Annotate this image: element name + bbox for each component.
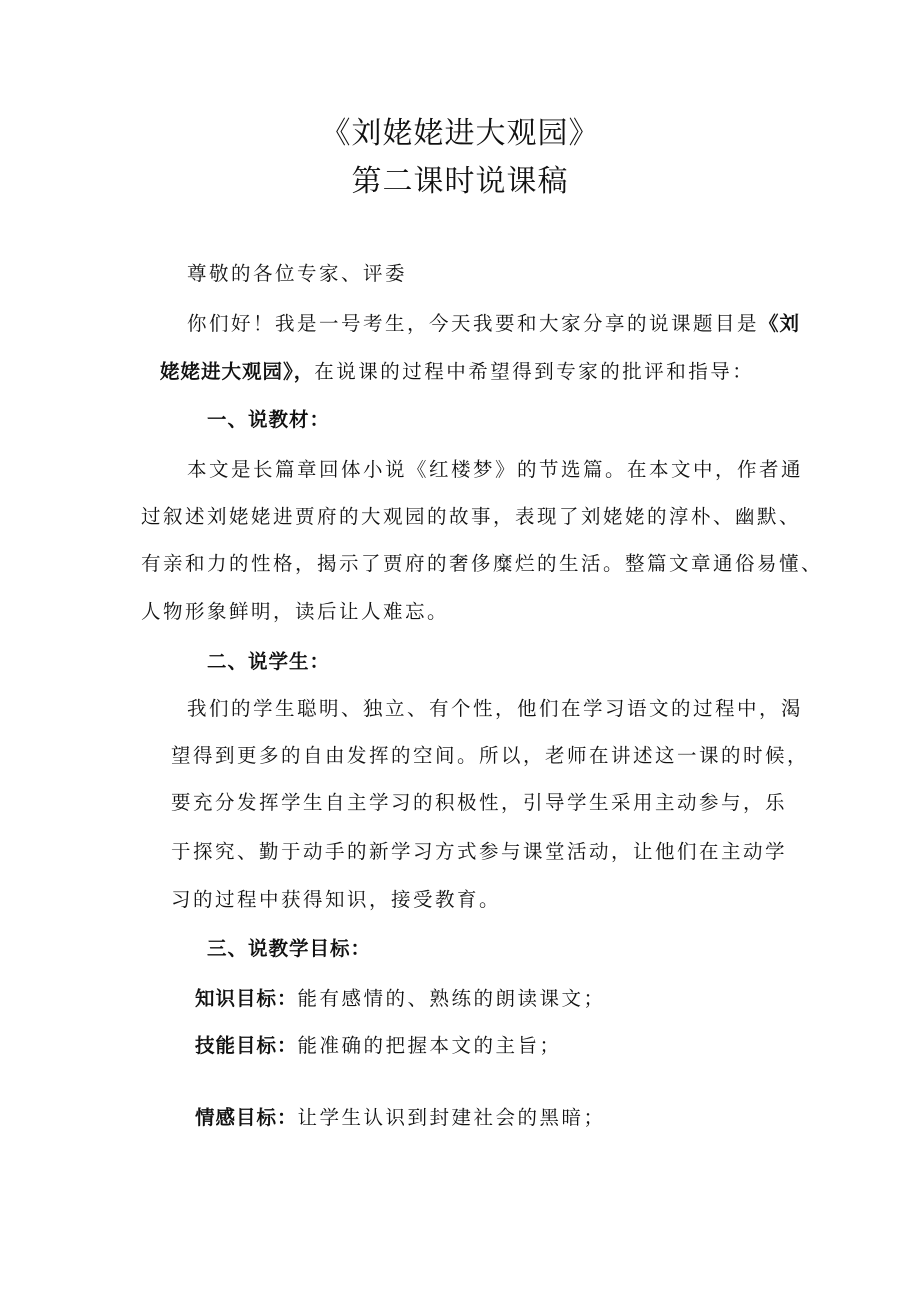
title-line-1: 《刘姥姥进大观园》 [320,116,600,151]
goal-knowledge-label: 知识目标： [195,987,298,1010]
goal-skill-text: 能准确的把握本文的主旨； [297,1034,562,1057]
section3-heading: 三、说教学目标： [207,937,372,960]
goal-skill-label: 技能目标： [195,1034,298,1057]
intro-suffix: 在说课的过程中希望得到专家的批评和指导： [314,360,755,383]
goal-emotion [195,1102,606,1130]
intro-bold-start: 《刘 [759,312,801,335]
section1-line-1: 本文是长篇章回体小说《红楼梦》的节选篇。在本文中，作者通 [187,458,804,481]
intro-line-1 [187,308,800,336]
intro-bold-end: 姥姥进大观园》， [160,360,315,383]
goal-skill [195,1030,562,1058]
goal-knowledge-text: 能有感情的、熟练的朗读课文； [297,987,606,1010]
goal-emotion-label: 情感目标： [195,1106,298,1129]
section1-heading: 一、说教材： [207,408,331,431]
section2-heading: 二、说学生： [207,650,331,673]
section1-line-2: 过叙述刘姥姥进贾府的大观园的故事，表现了刘姥姥的淳朴、幽默、 [141,505,802,528]
section1-line-4: 人物形象鲜明，读后让人难忘。 [141,600,450,623]
section2-line-3: 要充分发挥学生自主学习的积极性，引导学生采用主动参与，乐 [171,791,788,814]
section1-line-3: 有亲和力的性格，揭示了贾府的奢侈糜烂的生活。整篇文章通俗易懂、 [141,552,824,575]
intro-prefix: 你们好！我是一号考生，今天我要和大家分享的说课题目是 [187,312,760,335]
section2-line-2: 望得到更多的自由发挥的空间。所以，老师在讲述这一课的时候， [171,744,810,767]
title-line-2: 第二课时说课稿 [351,164,569,199]
section2-line-5: 习的过程中获得知识，接受教育。 [171,888,502,911]
section2-line-4: 于探究、勤于动手的新学习方式参与课堂活动，让他们在主动学 [171,840,788,863]
goal-knowledge [195,983,606,1011]
intro-line-2 [160,356,754,384]
greeting: 尊敬的各位专家、评委 [187,262,408,285]
goal-emotion-text: 让学生认识到封建社会的黑暗； [297,1106,606,1129]
section2-line-1: 我们的学生聪明、独立、有个性，他们在学习语文的过程中，渴 [187,697,804,720]
